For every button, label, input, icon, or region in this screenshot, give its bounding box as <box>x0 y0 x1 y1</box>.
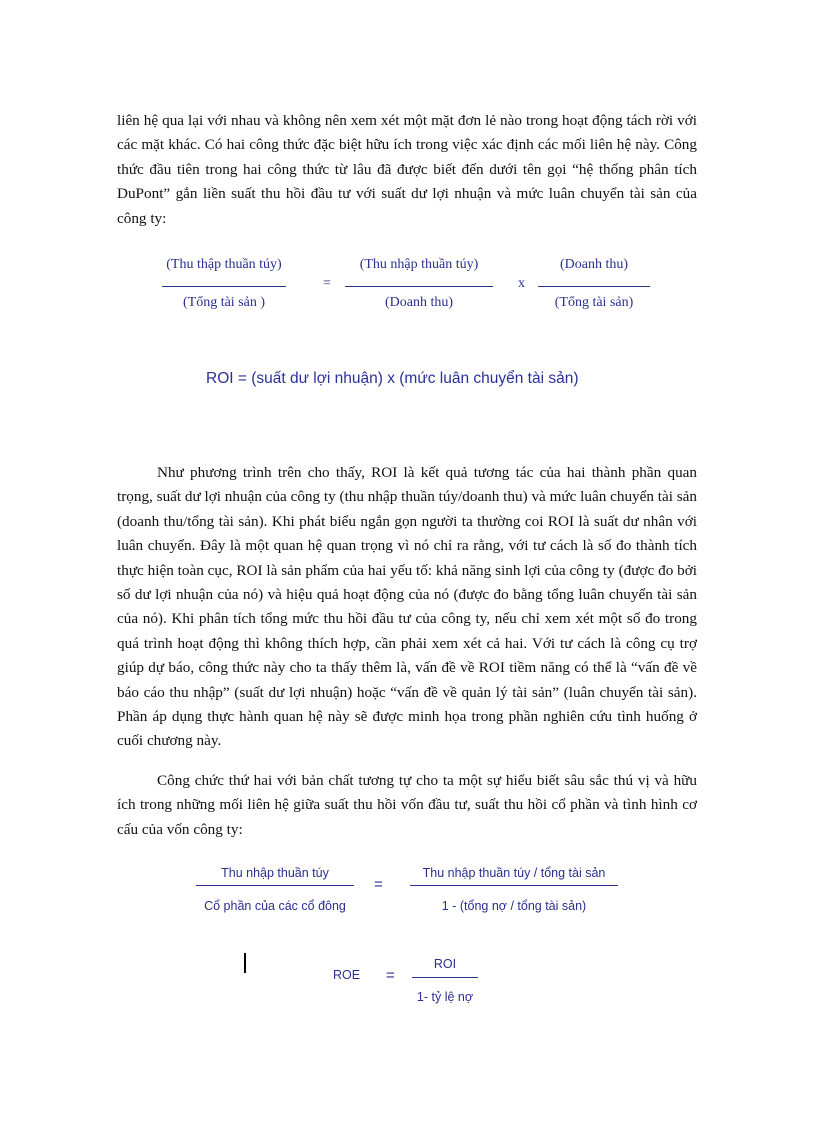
fraction-bar-6 <box>412 977 478 978</box>
formula1-numerator-1: (Thu thập thuần túy) <box>166 257 282 272</box>
fraction-bar-5 <box>410 885 618 886</box>
paragraph-explanation: Như phương trình trên cho thấy, ROI là kết quả tương tác của hai thành phần quan trọng, suất dư lợi nhuận của công ty (thu nhập thuần túy/doanh thu) và mức luân chuyển tài sản (doanh thu/tổng tài sản). Khi phát biểu ngắn gọn người ta thường coi ROI là suất dư nhân với luân chuyển. Đây là một quan hệ quan trọng vì nó chỉ ra rằng, với tư cách là số đo thành tích thực hiện toàn cục, ROI là sản phẩm của hai yếu tố: khả năng sinh lợi của công ty (được đo bởi số dư lợi nhuận của nó) và hiệu quả hoạt động của nó (được đo bằng tổng luân chuyển tài sản của nó). Khi phân tích tổng mức thu hồi đầu tư của công ty, nếu chỉ xem xét một số đo trong quá trình hoạt động thì không thích hợp, cần phải xem xét cả hai. Với tư cách là công cụ trợ giúp dự báo, công thức này cho ta thấy thêm là, vấn đề về ROI tiềm năng có thể là “vấn đề về báo cáo thu nhập” (suất dư lợi nhuận) hoặc “vấn đề về quản lý tài sản” (luân chuyển tài sản). Phần áp dụng thực hành quan hệ này sẽ được minh họa trong phần nghiên cứu tình huống ở cuối chương này. <box>117 464 697 750</box>
formula2-equals: = <box>374 876 383 893</box>
roi-formula: ROI = (suất dư lợi nhuận) x (mức luân chuyển tài sản) <box>206 370 579 387</box>
formula2-denominator-2: 1 - (tổng nợ / tổng tài sản) <box>441 899 587 913</box>
formula1-equals: = <box>323 276 331 291</box>
fraction-bar-2 <box>345 286 493 287</box>
text-cursor <box>244 953 246 973</box>
formula3-numerator: ROI <box>433 957 457 971</box>
formula2-numerator-2: Thu nhập thuần túy / tổng tài sản <box>422 866 606 880</box>
formula3-denominator: 1- tỷ lệ nợ <box>416 990 474 1004</box>
formula3-lhs: ROE <box>333 968 361 982</box>
paragraph-intro: liên hệ qua lại với nhau và không nên xem xét một mặt đơn lẻ nào trong hoạt động tách rời với các mặt khác. Có hai công thức đặc biệt hữu ích trong việc xác định các mối liên hệ này. Công thức đầu tiên trong hai công thức từ lâu đã được biết đến dưới tên gọi “hệ thống phân tích DuPont” gắn liền suất thu hồi đầu tư với suất dư lợi nhuận và mức luân chuyển tài sản của công ty: <box>117 112 697 227</box>
formula1-times: x <box>518 276 525 291</box>
formula1-denominator-2: (Doanh thu) <box>384 295 454 310</box>
fraction-bar-3 <box>538 286 650 287</box>
fraction-bar-1 <box>162 286 286 287</box>
formula2-denominator-1: Cổ phần của các cổ đông <box>204 899 346 913</box>
paragraph-second-formula: Công chức thứ hai với bản chất tương tự cho ta một sự hiểu biết sâu sắc thú vị và hữu ích trong những mối liên hệ giữa suất thu hồi vốn đầu tư, suất thu hồi cổ phần và tình hình cơ cấu của vốn công ty: <box>117 772 697 838</box>
formula1-numerator-3: (Doanh thu) <box>559 257 629 272</box>
formula3-equals: = <box>386 967 395 984</box>
formula1-denominator-3: (Tổng tài sản) <box>554 295 634 310</box>
formula1-denominator-1: (Tổng tài sản ) <box>182 295 266 310</box>
formula1-numerator-2: (Thu nhập thuần túy) <box>359 257 479 272</box>
fraction-bar-4 <box>196 885 354 886</box>
formula2-numerator-1: Thu nhập thuần túy <box>221 866 329 880</box>
